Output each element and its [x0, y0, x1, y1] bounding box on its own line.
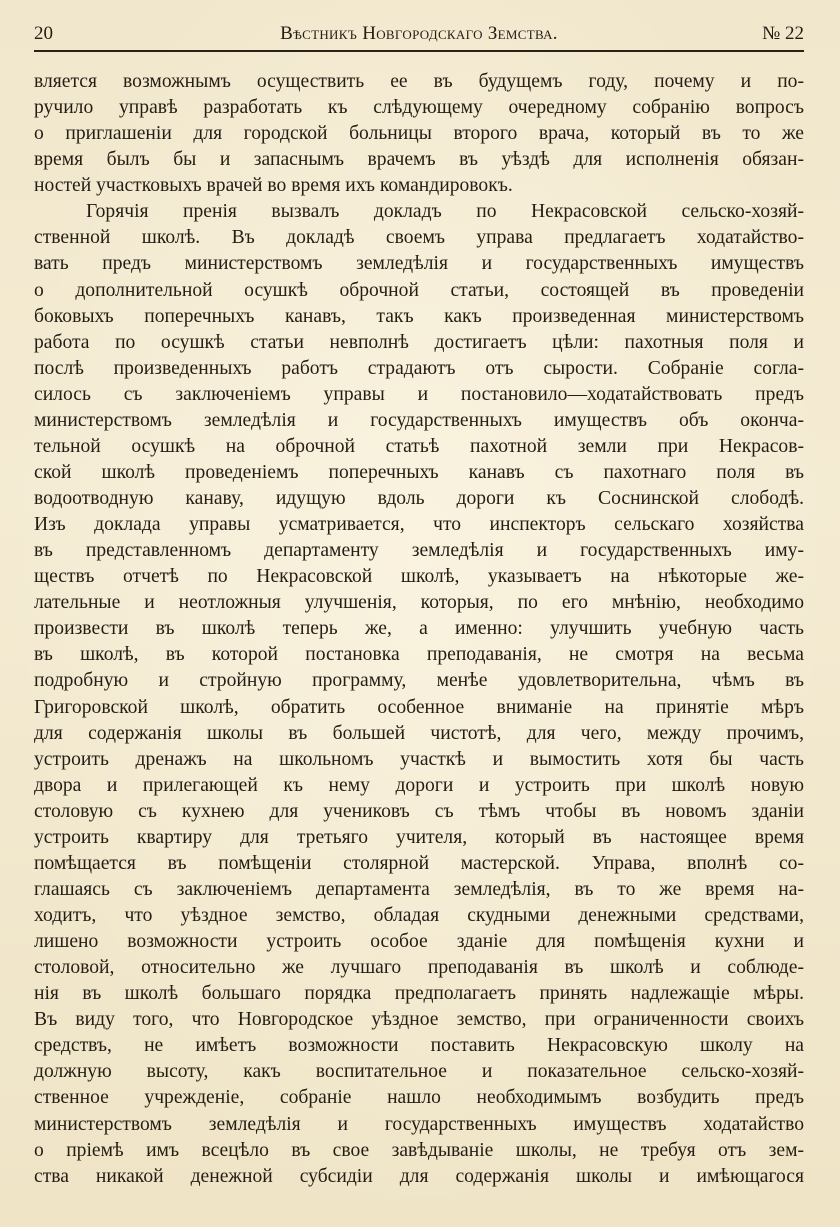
text-line: работа по осушкѣ статьи невполнѣ достигаетъ цѣли: пахотныя поля и [34, 331, 804, 353]
issue-number: № 22 [762, 23, 804, 44]
text-line: ства никакой денежной субсидіи для содержанія школы и имѣющагося [34, 1165, 804, 1187]
body-text [34, 69, 804, 1190]
text-line: нія въ школѣ большаго порядка предполагаетъ принять надлежащіе мѣры. [34, 983, 804, 1005]
text-line: произвести въ школѣ теперь же, а именно: улучшить учебную часть [34, 618, 804, 640]
text-line: министерствомъ земледѣлія и государственныхъ имуществъ ходатайство [34, 1113, 804, 1135]
text-line: лательные и неотложныя улучшенія, которыя, по его мнѣнію, необходимо [34, 592, 804, 614]
text-line: время былъ бы и запаснымъ врачемъ въ уѣздѣ для исполненія обязан- [34, 149, 804, 171]
text-line: ственной школѣ. Въ докладѣ своемъ управа предлагаетъ ходатайство- [34, 227, 804, 249]
text-line: устроить дренажъ на школьномъ участкѣ и вымостить хотя бы часть [34, 748, 804, 770]
text-line: вляется возможнымъ осуществить ее въ будущемъ году, почему и по- [34, 71, 804, 92]
text-line: тельной осушкѣ на оброчной статьѣ пахотной земли при Некрасов- [34, 435, 804, 457]
text-line: Горячія пренія вызвалъ докладъ по Некрасовской сельско-хозяй- [86, 201, 804, 223]
running-title: Вѣстникъ Новгородскаго Земства. [280, 23, 558, 44]
text-line: двора и прилегающей къ нему дороги и устроить при школѣ новую [34, 774, 804, 796]
text-line: для содержанія школы въ большей чистотѣ, для чего, между прочимъ, [34, 722, 804, 744]
text-line: ностей участковыхъ врачей во время ихъ командировокъ. [34, 175, 513, 197]
text-line: подробную и стройную программу, менѣе удовлетворительна, чѣмъ въ [34, 670, 804, 692]
text-line: боковыхъ поперечныхъ канавъ, такъ какъ произведенная министерствомъ [34, 305, 804, 327]
text-line: ручило управѣ разработать къ слѣдующему очередному собранію вопросъ [34, 97, 804, 119]
text-line: глашаясь съ заключеніемъ департамента земледѣлія, въ то же время на- [34, 878, 804, 900]
text-line: Въ виду того, что Новгородское уѣздное земство, при ограниченности своихъ [34, 1009, 804, 1031]
text-line: въ школѣ, въ которой постановка преподаванія, не смотря на весьма [34, 644, 804, 666]
text-line: о приглашеніи для городской больницы второго врача, который въ то же [34, 123, 804, 145]
text-line: средствъ, не имѣетъ возможности поставить Некрасовскую школу на [34, 1035, 804, 1057]
text-line: Изъ доклада управы усматривается, что инспекторъ сельскаго хозяйства [34, 514, 804, 536]
text-line: министерствомъ земледѣлія и государственныхъ имуществъ объ оконча- [34, 409, 804, 431]
text-line: должную высоту, какъ воспитательное и показательное сельско-хозяй- [34, 1061, 804, 1083]
text-line: устроить квартиру для третьяго учителя, который въ настоящее время [34, 826, 804, 848]
text-line: Григоровской школѣ, обратить особенное вниманіе на принятіе мѣръ [34, 696, 804, 718]
text-line: вать предъ министерствомъ земледѣлія и государственныхъ имуществъ [34, 253, 804, 275]
text-line: послѣ произведенныхъ работъ страдаютъ отъ сырости. Собраніе согла- [34, 357, 804, 379]
text-line: силось съ заключеніемъ управы и постановило—ходатайствовать предъ [34, 383, 804, 405]
text-line: ществъ отчетѣ по Некрасовской школѣ, указываетъ на нѣкоторые же- [34, 566, 804, 588]
text-line: о дополнительной осушкѣ оброчной статьи, состоящей въ проведеніи [34, 279, 804, 301]
text-line: о пріемѣ имъ всецѣло въ свое завѣдываніе школы, не требуя отъ зем- [34, 1139, 804, 1161]
text-line: водоотводную канаву, идущую вдоль дороги къ Соснинской слободѣ. [34, 488, 804, 509]
text-line: столовой, относительно же лучшаго преподаванія въ школѣ и соблюде- [34, 957, 804, 979]
text-line: въ представленномъ департаменту земледѣлія и государственныхъ иму- [34, 540, 804, 562]
text-line: ской школѣ проведеніемъ поперечныхъ канавъ съ пахотнаго поля въ [34, 461, 804, 483]
text-line: ходитъ, что уѣздное земство, обладая скудными денежными средствами, [34, 905, 804, 926]
text-line: лишено возможности устроить особое зданіе для помѣщенія кухни и [34, 931, 804, 953]
page-number: 20 [34, 23, 53, 44]
text-line: помѣщается въ помѣщеніи столярной мастерской. Управа, вполнѣ со- [34, 852, 804, 874]
page-header [34, 20, 804, 52]
text-line: столовую съ кухнею для учениковъ съ тѣмъ чтобы въ новомъ зданіи [34, 800, 804, 822]
text-line: ственное учрежденіе, собраніе нашло необходимымъ возбудить предъ [34, 1087, 804, 1109]
